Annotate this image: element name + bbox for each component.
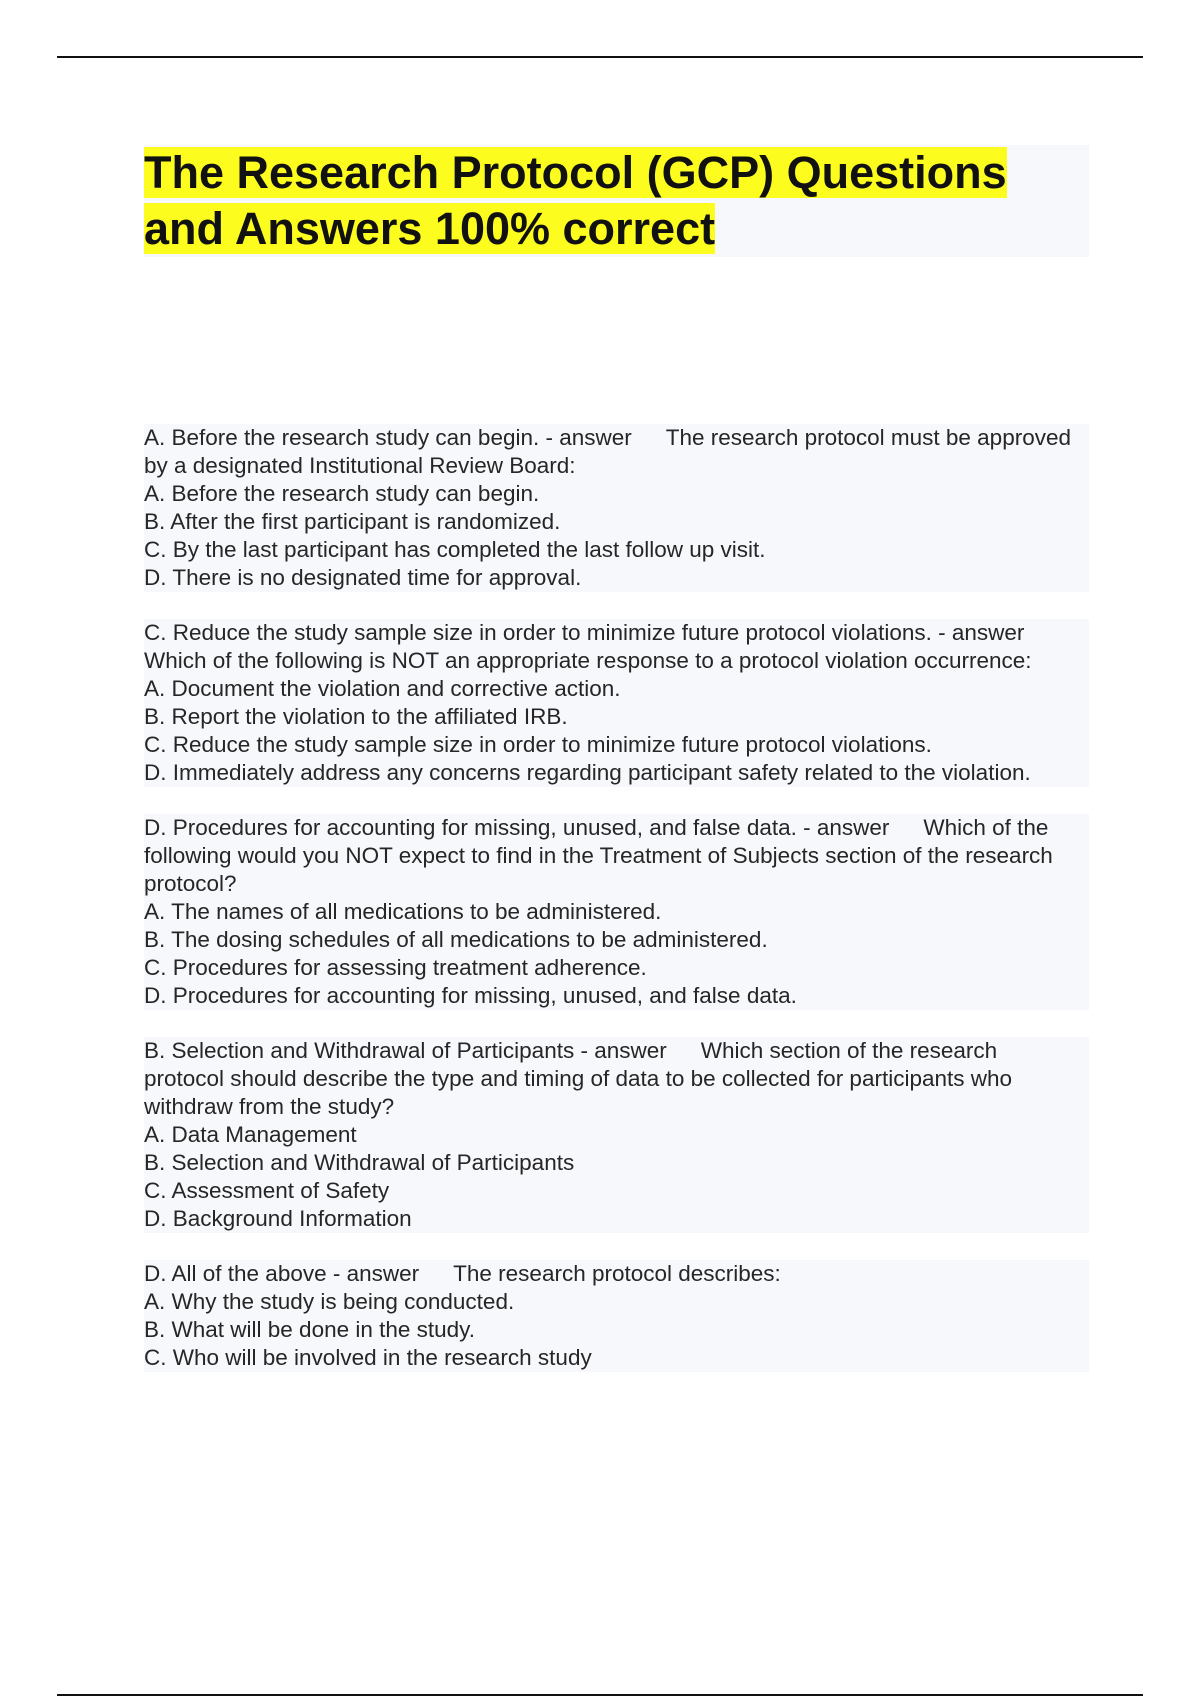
qa-item (144, 814, 1089, 1010)
qa-option: A. The names of all medications to be administered. (144, 899, 662, 924)
qa-header (144, 619, 1083, 675)
qa-option: C. Procedures for assessing treatment adherence. (144, 955, 647, 980)
qa-header (144, 1260, 1083, 1288)
bottom-divider (57, 1694, 1143, 1696)
qa-option: D. There is no designated time for approval. (144, 565, 582, 590)
qa-option: A. Document the violation and corrective action. (144, 676, 621, 701)
qa-question: The research protocol describes: (453, 1261, 781, 1286)
qa-question: Which of the following is NOT an appropriate response to a protocol violation occurrence: (144, 648, 1032, 673)
qa-option: D. Immediately address any concerns regarding participant safety related to the violation. (144, 760, 1031, 785)
qa-question: Which of the following would you NOT expect to find in the Treatment of Subjects section of the research protocol? (144, 815, 1053, 896)
qa-item (144, 424, 1089, 592)
qa-item (144, 1260, 1089, 1372)
qa-item (144, 619, 1089, 787)
qa-option: B. What will be done in the study. (144, 1317, 476, 1342)
top-divider (57, 56, 1143, 58)
qa-option: A. Data Management (144, 1122, 357, 1147)
qa-header (144, 814, 1083, 898)
qa-option: B. The dosing schedules of all medications to be administered. (144, 927, 768, 952)
qa-answer: D. All of the above - answer (144, 1261, 420, 1286)
qa-option: C. Assessment of Safety (144, 1178, 390, 1203)
title-highlight: The Research Protocol (GCP) Questions and Answers 100% correct (144, 147, 1007, 254)
qa-header (144, 424, 1083, 480)
qa-option: C. Reduce the study sample size in order to minimize future protocol violations. (144, 732, 932, 757)
qa-option: A. Why the study is being conducted. (144, 1289, 515, 1314)
qa-answer: C. Reduce the study sample size in order to minimize future protocol violations. - answer (144, 620, 1025, 645)
qa-answer: A. Before the research study can begin. - answer (144, 425, 632, 450)
qa-item (144, 1037, 1089, 1233)
qa-question: Which section of the research protocol should describe the type and timing of data to be collected for participants who withdraw from the study? (144, 1038, 1013, 1119)
qa-list (144, 424, 1089, 1399)
qa-question: The research protocol must be approved by a designated Institutional Review Board: (144, 425, 1071, 478)
qa-option: A. Before the research study can begin. (144, 481, 540, 506)
qa-option: D. Procedures for accounting for missing, unused, and false data. (144, 983, 797, 1008)
qa-option: C. Who will be involved in the research study (144, 1345, 592, 1370)
qa-option: B. Selection and Withdrawal of Participants (144, 1150, 575, 1175)
qa-answer: D. Procedures for accounting for missing, unused, and false data. - answer (144, 815, 890, 840)
qa-option: B. Report the violation to the affiliated IRB. (144, 704, 568, 729)
qa-answer: B. Selection and Withdrawal of Participants - answer (144, 1038, 667, 1063)
title-block (144, 145, 1089, 257)
qa-option: C. By the last participant has completed the last follow up visit. (144, 537, 766, 562)
qa-option: D. Background Information (144, 1206, 412, 1231)
qa-header (144, 1037, 1083, 1121)
document-title (144, 145, 1089, 257)
qa-option: B. After the first participant is randomized. (144, 509, 561, 534)
